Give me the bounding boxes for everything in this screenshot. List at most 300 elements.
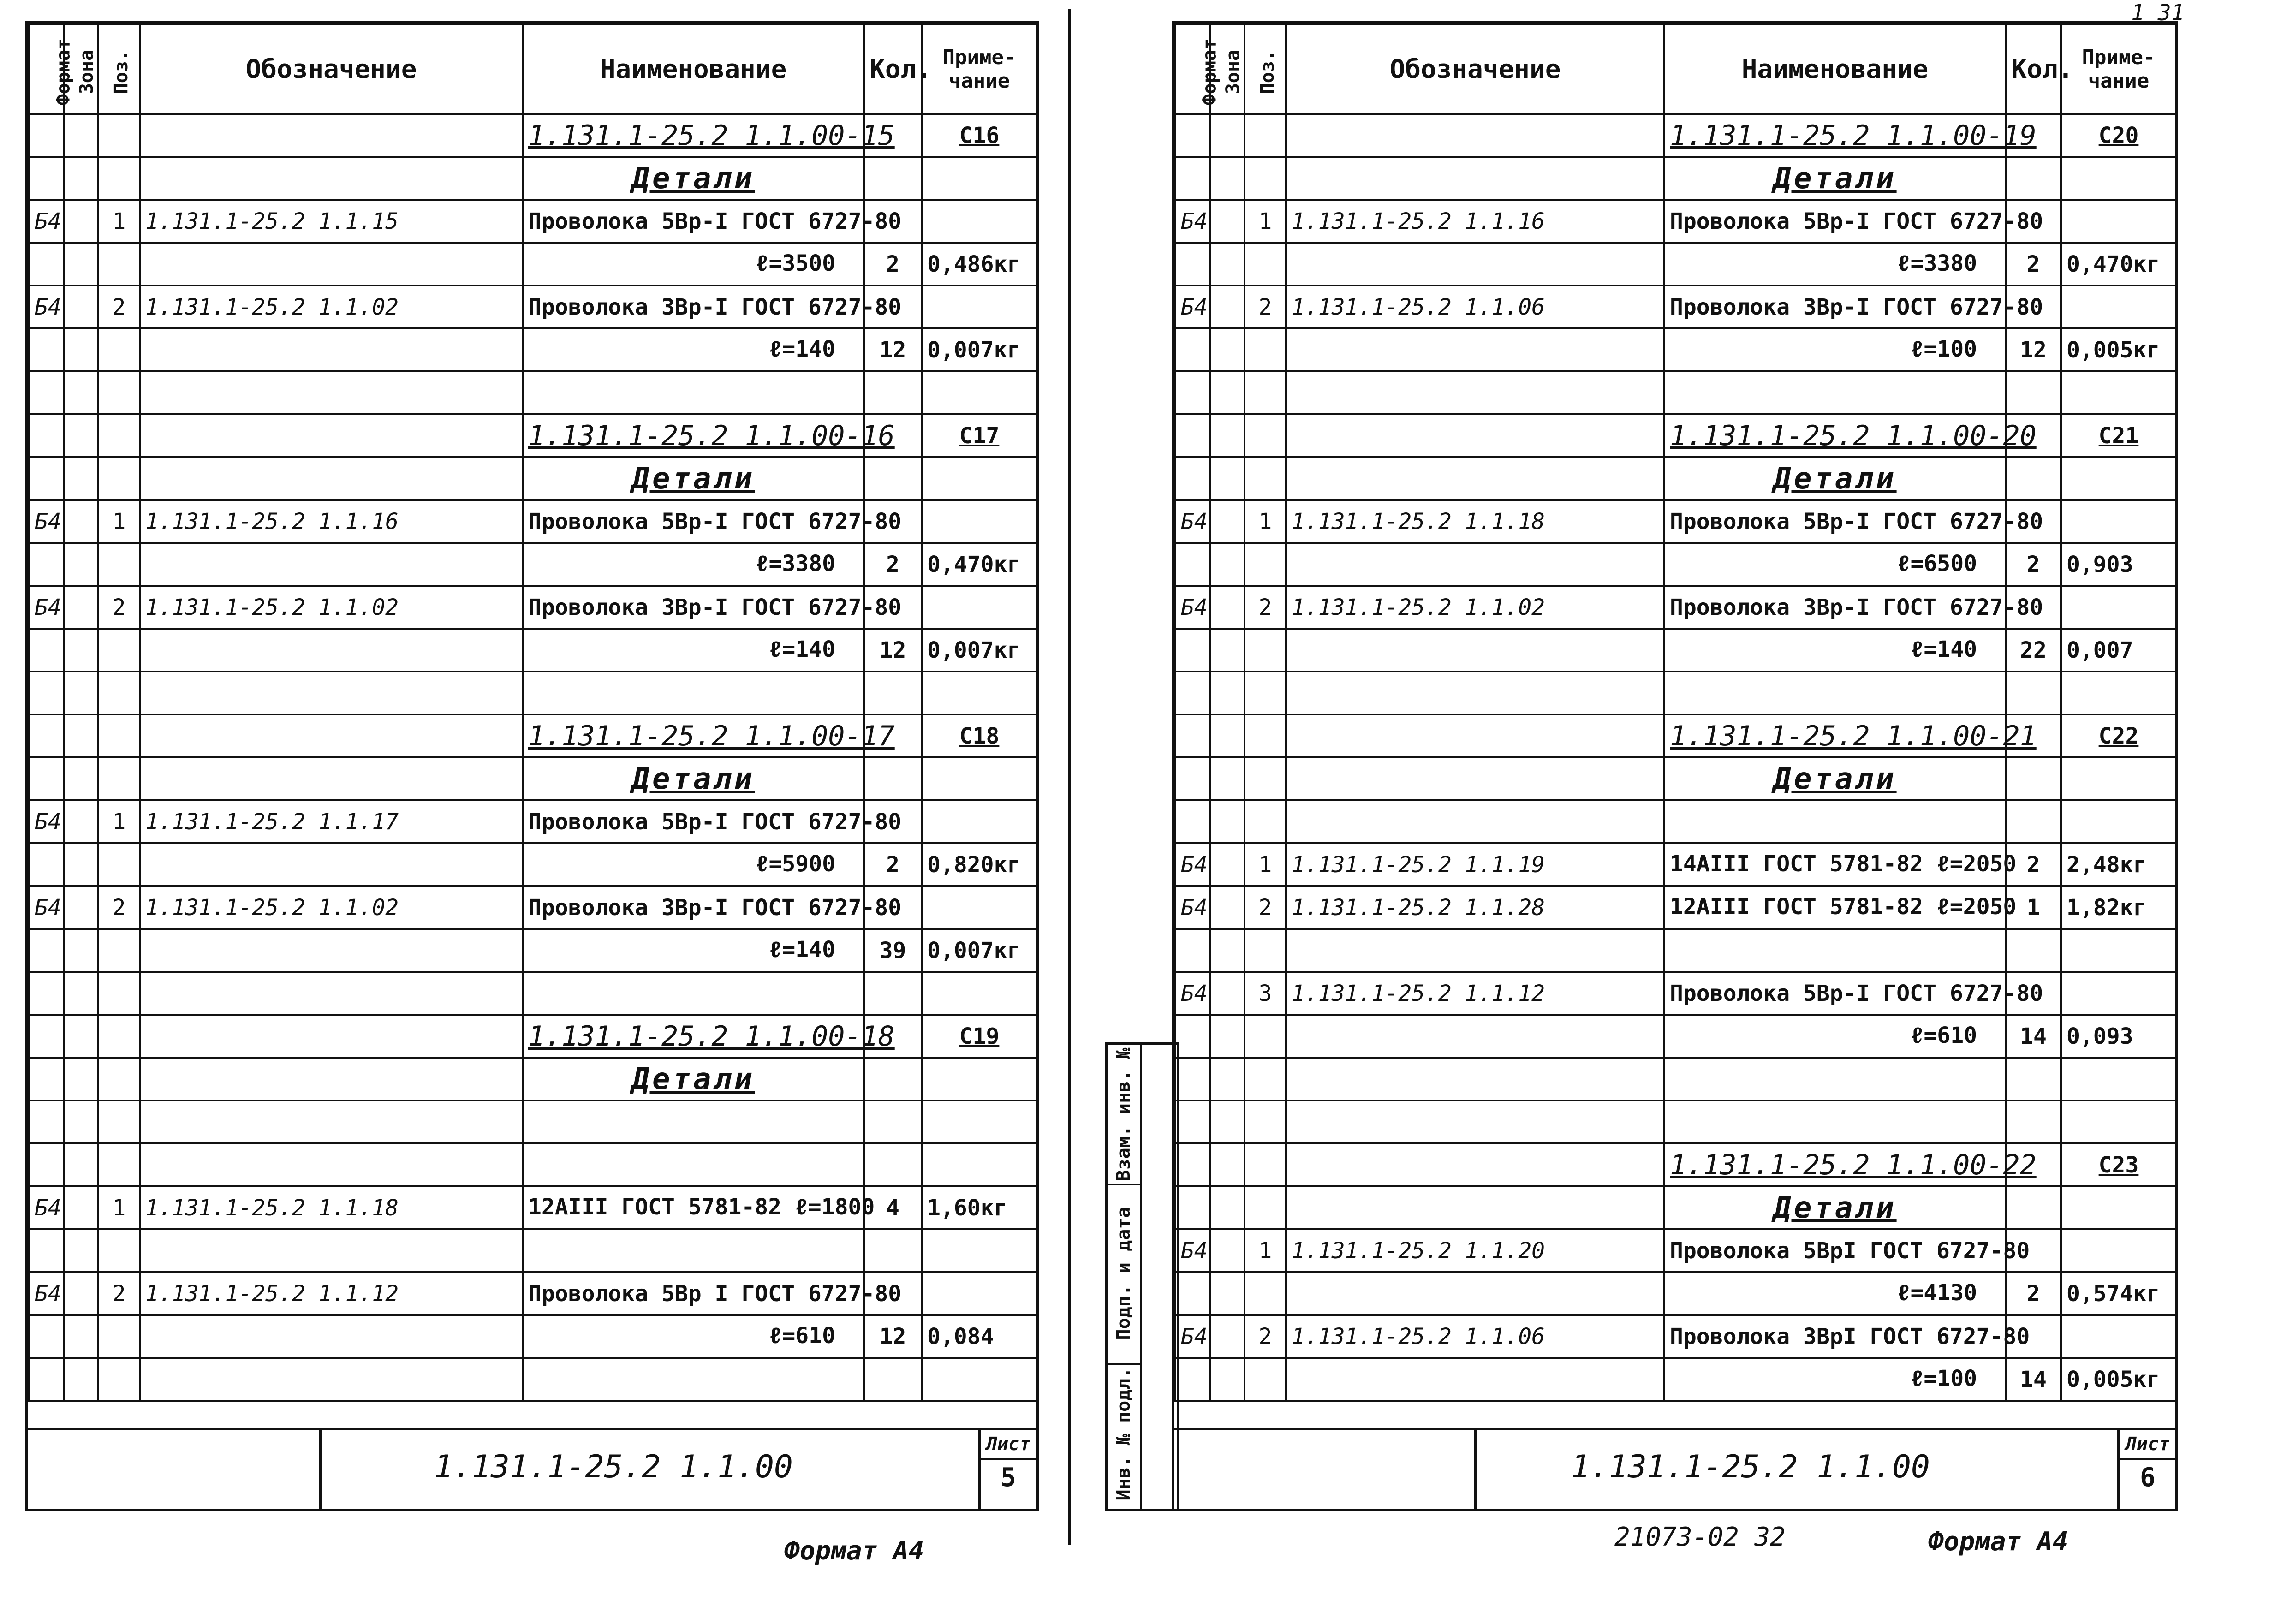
table-row	[1175, 672, 2176, 714]
cell-quantity	[2006, 929, 2061, 972]
cell-position	[1245, 328, 1286, 371]
cell-zone	[64, 457, 98, 500]
spec-table-right	[1174, 24, 2177, 1402]
cell-position: 1	[1245, 1229, 1286, 1272]
cell-designation	[140, 457, 523, 500]
cell-position: 1	[98, 200, 140, 243]
cell-position: 1	[98, 1186, 140, 1229]
cell-note	[2061, 972, 2176, 1015]
cell-name: 1.131.1-25.2 1.1.00-20	[1664, 414, 2006, 457]
header-zone: Зона	[76, 49, 98, 94]
cell-format	[29, 757, 64, 800]
cell-designation: 1.131.1-25.2 1.1.06	[1286, 1315, 1664, 1358]
cell-designation	[140, 629, 523, 672]
sheet-number-box	[2117, 1430, 2175, 1509]
cell-format	[29, 1143, 64, 1186]
cell-designation	[140, 843, 523, 886]
cell-designation	[1286, 629, 1664, 672]
cell-name: 1.131.1-25.2 1.1.00-18	[523, 1015, 864, 1058]
cell-position	[98, 328, 140, 371]
cell-format	[29, 114, 64, 157]
cell-name: ℓ=3500	[523, 243, 864, 286]
spec-table-left	[28, 24, 1038, 1402]
cell-designation	[140, 1015, 523, 1058]
cell-position	[98, 457, 140, 500]
cell-zone	[64, 629, 98, 672]
table-row	[29, 714, 1037, 757]
table-row	[1175, 1315, 2176, 1358]
cell-zone	[1210, 800, 1245, 843]
table-row	[1175, 929, 2176, 972]
cell-position	[98, 929, 140, 972]
cell-note: 0,470кг	[922, 543, 1037, 586]
cell-name: Проволока 3Вр-I ГОСТ 6727-80	[523, 286, 864, 328]
cell-note	[922, 286, 1037, 328]
table-row	[1175, 1229, 2176, 1272]
table-row	[1175, 1143, 2176, 1186]
cell-note	[922, 1272, 1037, 1315]
cell-quantity	[2006, 1058, 2061, 1101]
header-format: Формат	[53, 38, 74, 105]
table-row	[29, 114, 1037, 157]
cell-designation: 1.131.1-25.2 1.1.16	[1286, 200, 1664, 243]
cell-zone	[1210, 243, 1245, 286]
binding-line	[1068, 9, 1071, 1545]
cell-designation	[1286, 1101, 1664, 1143]
cell-zone	[64, 929, 98, 972]
cell-zone	[1210, 200, 1245, 243]
cell-note	[922, 757, 1037, 800]
cell-format	[29, 328, 64, 371]
cell-name	[523, 1229, 864, 1272]
cell-quantity: 2	[2006, 543, 2061, 586]
cell-format	[29, 714, 64, 757]
cell-position	[98, 1101, 140, 1143]
table-row	[1175, 286, 2176, 328]
cell-quantity	[2006, 457, 2061, 500]
table-row	[29, 500, 1037, 543]
cell-name	[523, 371, 864, 414]
header-pos: Поз.	[111, 49, 132, 94]
cell-zone	[64, 286, 98, 328]
cell-name: 1.131.1-25.2 1.1.00-19	[1664, 114, 2006, 157]
cell-format	[29, 543, 64, 586]
cell-format	[1175, 414, 1210, 457]
cell-position: 1	[1245, 500, 1286, 543]
cell-note	[922, 972, 1037, 1015]
cell-format	[29, 929, 64, 972]
cell-name	[523, 1143, 864, 1186]
cell-note	[2061, 157, 2176, 200]
cell-zone	[64, 1229, 98, 1272]
table-row	[1175, 1272, 2176, 1315]
cell-quantity: 14	[2006, 1015, 2061, 1058]
cell-designation	[140, 972, 523, 1015]
header-zone: Зона	[1222, 49, 1244, 94]
cell-zone	[1210, 843, 1245, 886]
cell-designation	[140, 1101, 523, 1143]
cell-note	[922, 1058, 1037, 1101]
cell-position	[98, 629, 140, 672]
cell-format: Б4	[29, 800, 64, 843]
document-code: 1.131.1-25.2 1.1.00	[434, 1449, 793, 1485]
cell-format	[1175, 929, 1210, 972]
cell-name	[1664, 1058, 2006, 1101]
cell-zone	[64, 1058, 98, 1101]
cell-note	[2061, 1229, 2176, 1272]
cell-zone	[1210, 500, 1245, 543]
cell-name: Детали	[523, 457, 864, 500]
cell-designation	[140, 114, 523, 157]
cell-position	[98, 714, 140, 757]
table-row	[1175, 114, 2176, 157]
cell-quantity	[2006, 157, 2061, 200]
table-row	[29, 1015, 1037, 1058]
cell-note	[922, 800, 1037, 843]
cell-zone	[1210, 757, 1245, 800]
cell-zone	[64, 1143, 98, 1186]
cell-position: 1	[1245, 200, 1286, 243]
cell-format	[1175, 757, 1210, 800]
header-name: Наименование	[1664, 24, 2006, 114]
table-row	[1175, 800, 2176, 843]
cell-format: Б4	[29, 1186, 64, 1229]
cell-designation	[140, 328, 523, 371]
cell-designation	[1286, 714, 1664, 757]
cell-name: 1.131.1-25.2 1.1.00-17	[523, 714, 864, 757]
cell-name: ℓ=140	[523, 929, 864, 972]
cell-format	[29, 1101, 64, 1143]
table-row	[1175, 972, 2176, 1015]
cell-name: Детали	[523, 1058, 864, 1101]
cell-format	[1175, 1186, 1210, 1229]
cell-designation	[1286, 1186, 1664, 1229]
cell-zone	[1210, 929, 1245, 972]
cell-designation	[1286, 1358, 1664, 1401]
table-row	[29, 328, 1037, 371]
cell-zone	[64, 843, 98, 886]
table-row	[29, 1315, 1037, 1358]
cell-zone	[1210, 114, 1245, 157]
cell-note	[2061, 757, 2176, 800]
cell-designation: 1.131.1-25.2 1.1.28	[1286, 886, 1664, 929]
cell-name: Проволока 5Вр-I ГОСТ 6727-80	[1664, 972, 2006, 1015]
sheet-number: 5	[1001, 1463, 1016, 1493]
cell-position	[1245, 457, 1286, 500]
cell-quantity	[2006, 800, 2061, 843]
cell-name	[523, 1358, 864, 1401]
cell-format	[1175, 1101, 1210, 1143]
stamp-replacement: Взам. инв. №	[1108, 1045, 1140, 1185]
cell-position: 1	[98, 800, 140, 843]
cell-note: С21	[2061, 414, 2176, 457]
cell-zone	[1210, 1358, 1245, 1401]
cell-name: Проволока 3ВрI ГОСТ 6727-80	[1664, 1315, 2006, 1358]
header-qty: Кол.	[864, 24, 922, 114]
cell-position	[1245, 371, 1286, 414]
cell-note	[2061, 1186, 2176, 1229]
cell-zone	[64, 371, 98, 414]
cell-name: ℓ=140	[523, 629, 864, 672]
cell-note: С19	[922, 1015, 1037, 1058]
cell-zone	[1210, 1315, 1245, 1358]
cell-quantity	[864, 1358, 922, 1401]
cell-note: 0,007кг	[922, 328, 1037, 371]
cell-designation	[140, 414, 523, 457]
cell-format: Б4	[29, 886, 64, 929]
cell-position	[1245, 672, 1286, 714]
cell-designation	[1286, 543, 1664, 586]
table-row	[29, 543, 1037, 586]
cell-name: ℓ=140	[1664, 629, 2006, 672]
cell-format	[1175, 629, 1210, 672]
spec-sheet-left	[25, 21, 1039, 1511]
cell-name: 1.131.1-25.2 1.1.00-21	[1664, 714, 2006, 757]
cell-note	[922, 457, 1037, 500]
cell-designation	[1286, 114, 1664, 157]
cell-note	[922, 1358, 1037, 1401]
table-row	[1175, 328, 2176, 371]
cell-designation: 1.131.1-25.2 1.1.18	[1286, 500, 1664, 543]
cell-name: ℓ=610	[523, 1315, 864, 1358]
cell-format	[1175, 543, 1210, 586]
stamp-signature-date: Подп. и дата	[1108, 1184, 1140, 1365]
cell-position	[98, 1229, 140, 1272]
cell-designation	[140, 672, 523, 714]
cell-designation: 1.131.1-25.2 1.1.02	[140, 886, 523, 929]
cell-note: 0,007кг	[922, 929, 1037, 972]
cell-position	[1245, 929, 1286, 972]
cell-designation	[140, 543, 523, 586]
cell-quantity	[864, 157, 922, 200]
cell-quantity	[864, 1229, 922, 1272]
cell-note	[922, 1143, 1037, 1186]
cell-format: Б4	[29, 500, 64, 543]
cell-quantity: 2	[864, 543, 922, 586]
table-row	[29, 1101, 1037, 1143]
cell-position: 2	[1245, 1315, 1286, 1358]
cell-name: Проволока 3Вр-I ГОСТ 6727-80	[523, 586, 864, 629]
cell-position: 3	[1245, 972, 1286, 1015]
table-row	[1175, 1015, 2176, 1058]
cell-name: Проволока 5Вр-I ГОСТ 6727-80	[1664, 500, 2006, 543]
cell-name	[523, 972, 864, 1015]
cell-note	[2061, 286, 2176, 328]
cell-format	[1175, 457, 1210, 500]
cell-zone	[1210, 328, 1245, 371]
cell-format	[1175, 1015, 1210, 1058]
title-block-left	[28, 1428, 1036, 1509]
cell-designation	[1286, 929, 1664, 972]
cell-quantity	[864, 1143, 922, 1186]
table-row	[29, 843, 1037, 886]
cell-position	[1245, 714, 1286, 757]
cell-quantity: 14	[2006, 1358, 2061, 1401]
cell-designation: 1.131.1-25.2 1.1.16	[140, 500, 523, 543]
cell-format	[1175, 371, 1210, 414]
table-row	[29, 1229, 1037, 1272]
cell-note	[922, 586, 1037, 629]
cell-name: Проволока 5Вр-I ГОСТ 6727-80	[523, 500, 864, 543]
table-row	[29, 414, 1037, 457]
cell-zone	[64, 543, 98, 586]
cell-designation	[1286, 672, 1664, 714]
cell-designation	[140, 757, 523, 800]
table-row	[1175, 414, 2176, 457]
table-row	[29, 972, 1037, 1015]
cell-name: ℓ=140	[523, 328, 864, 371]
cell-name	[1664, 929, 2006, 972]
cell-designation	[1286, 1015, 1664, 1058]
cell-note: С23	[2061, 1143, 2176, 1186]
cell-format: Б4	[1175, 1229, 1210, 1272]
cell-format	[1175, 1058, 1210, 1101]
cell-note	[2061, 929, 2176, 972]
header-designation: Обозначение	[1286, 24, 1664, 114]
cell-format: Б4	[29, 286, 64, 328]
cell-designation	[1286, 157, 1664, 200]
cell-zone	[64, 1101, 98, 1143]
cell-designation: 1.131.1-25.2 1.1.20	[1286, 1229, 1664, 1272]
cell-position	[1245, 1272, 1286, 1315]
cell-zone	[64, 972, 98, 1015]
cell-format	[29, 457, 64, 500]
table-row	[1175, 757, 2176, 800]
cell-designation: 1.131.1-25.2 1.1.02	[140, 286, 523, 328]
cell-zone	[1210, 543, 1245, 586]
table-row	[1175, 371, 2176, 414]
cell-designation: 1.131.1-25.2 1.1.17	[140, 800, 523, 843]
cell-designation	[140, 1229, 523, 1272]
cell-designation	[140, 1315, 523, 1358]
cell-quantity	[2006, 757, 2061, 800]
cell-name: Проволока 3Вр-I ГОСТ 6727-80	[1664, 286, 2006, 328]
header-name: Наименование	[523, 24, 864, 114]
cell-quantity: 2	[864, 843, 922, 886]
cell-format	[29, 629, 64, 672]
cell-position	[98, 1315, 140, 1358]
cell-format: Б4	[1175, 500, 1210, 543]
cell-quantity	[2006, 371, 2061, 414]
cell-note: С17	[922, 414, 1037, 457]
sheet-label: Лист	[981, 1430, 1036, 1460]
sheet-label: Лист	[2120, 1430, 2175, 1460]
cell-format	[1175, 328, 1210, 371]
cell-designation	[140, 243, 523, 286]
cell-note	[922, 1229, 1037, 1272]
cell-name: ℓ=3380	[1664, 243, 2006, 286]
cell-note	[2061, 1058, 2176, 1101]
cell-quantity: 4	[864, 1186, 922, 1229]
cell-designation: 1.131.1-25.2 1.1.15	[140, 200, 523, 243]
stamp-inventory: Инв. № подл.	[1113, 1367, 1134, 1500]
cell-position	[1245, 1186, 1286, 1229]
cell-quantity: 2	[2006, 243, 2061, 286]
cell-note	[922, 371, 1037, 414]
cell-name: 14АIII ГОСТ 5781-82 ℓ=2050	[1664, 843, 2006, 886]
table-row	[1175, 500, 2176, 543]
cell-name: Проволока 5Вр I ГОСТ 6727-80	[523, 1272, 864, 1315]
cell-position: 2	[98, 286, 140, 328]
cell-format	[29, 1315, 64, 1358]
cell-name: Проволока 5Вр-I ГОСТ 6727-80	[1664, 200, 2006, 243]
cell-quantity: 22	[2006, 629, 2061, 672]
cell-name: Проволока 3Вр-I ГОСТ 6727-80	[1664, 586, 2006, 629]
cell-format	[29, 1229, 64, 1272]
cell-zone	[1210, 157, 1245, 200]
cell-quantity	[2006, 1186, 2061, 1229]
cell-position: 2	[98, 586, 140, 629]
cell-note: 0,005кг	[2061, 1358, 2176, 1401]
cell-quantity: 12	[864, 629, 922, 672]
table-row	[29, 672, 1037, 714]
cell-format: Б4	[1175, 200, 1210, 243]
table-row	[1175, 1101, 2176, 1143]
cell-format: Б4	[29, 586, 64, 629]
cell-quantity	[864, 457, 922, 500]
cell-designation	[140, 1143, 523, 1186]
cell-position	[98, 757, 140, 800]
cell-name: ℓ=610	[1664, 1015, 2006, 1058]
table-row	[1175, 543, 2176, 586]
table-row	[1175, 243, 2176, 286]
cell-name: Проволока 5ВрI ГОСТ 6727-80	[1664, 1229, 2006, 1272]
cell-zone	[1210, 457, 1245, 500]
cell-format: Б4	[1175, 286, 1210, 328]
cell-position	[98, 371, 140, 414]
cell-format	[1175, 1143, 1210, 1186]
cell-note: С22	[2061, 714, 2176, 757]
cell-format	[29, 1358, 64, 1401]
cell-designation	[140, 714, 523, 757]
cell-position	[98, 114, 140, 157]
cell-zone	[64, 1358, 98, 1401]
table-row	[1175, 1358, 2176, 1401]
cell-zone	[64, 414, 98, 457]
cell-position	[98, 1143, 140, 1186]
cell-zone	[64, 500, 98, 543]
cell-note: 0,007	[2061, 629, 2176, 672]
cell-position	[1245, 757, 1286, 800]
cell-zone	[64, 586, 98, 629]
cell-designation: 1.131.1-25.2 1.1.12	[1286, 972, 1664, 1015]
cell-position	[1245, 1015, 1286, 1058]
cell-format: Б4	[1175, 886, 1210, 929]
document-code: 1.131.1-25.2 1.1.00	[1571, 1449, 1930, 1485]
cell-designation	[1286, 1058, 1664, 1101]
cell-zone	[1210, 1015, 1245, 1058]
table-row	[1175, 586, 2176, 629]
cell-zone	[1210, 1101, 1245, 1143]
cell-zone	[1210, 1229, 1245, 1272]
cell-zone	[1210, 586, 1245, 629]
cell-name	[1664, 800, 2006, 843]
cell-note: С18	[922, 714, 1037, 757]
cell-note: С20	[2061, 114, 2176, 157]
cell-position	[1245, 1058, 1286, 1101]
table-header	[29, 24, 1037, 114]
cell-note: 2,48кг	[2061, 843, 2176, 886]
table-row	[29, 757, 1037, 800]
cell-designation	[1286, 757, 1664, 800]
cell-zone	[64, 243, 98, 286]
cell-format	[1175, 1272, 1210, 1315]
cell-zone	[64, 1015, 98, 1058]
cell-zone	[1210, 1143, 1245, 1186]
cell-note: 0,470кг	[2061, 243, 2176, 286]
header-note: Приме-чание	[922, 24, 1037, 114]
cell-name: Детали	[1664, 757, 2006, 800]
